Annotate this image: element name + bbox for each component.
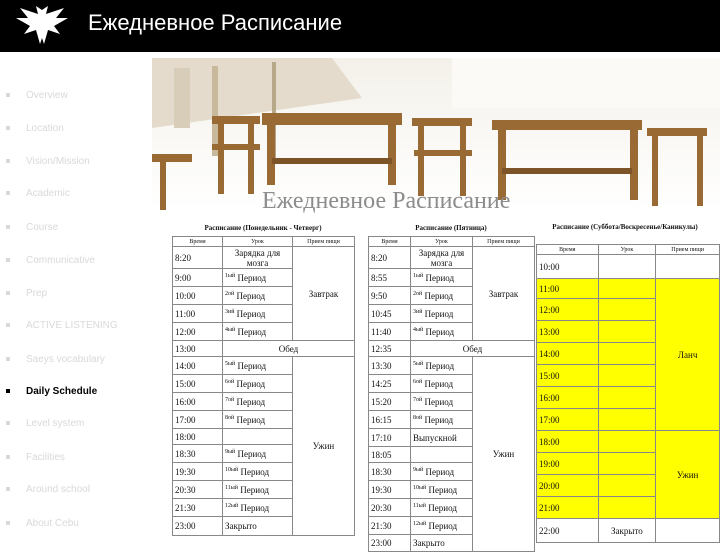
lesson-label: Период: [425, 466, 455, 477]
time-cell: 18:30: [173, 445, 223, 463]
bullet-icon: [6, 93, 10, 97]
lesson-cell: [411, 481, 473, 499]
empty-cell: [656, 255, 720, 279]
table-caption: Расписание (Суббота/Воскресенье/Каникулы): [552, 223, 698, 231]
lesson-cell: [411, 287, 473, 305]
period-number: 6ой: [413, 378, 423, 385]
time-cell: 14:00: [173, 357, 223, 375]
sidebar-item[interactable]: [6, 255, 95, 266]
time-cell: 17:00: [537, 409, 599, 431]
period-number: 5ый: [413, 360, 424, 367]
sidebar-item-label: Location: [26, 123, 64, 134]
lesson-cell: [223, 411, 293, 429]
table-caption: Расписание (Понедельник - Четверг): [204, 224, 322, 232]
period-number: 11ый: [225, 484, 239, 491]
column-header: Прием пищи: [656, 245, 720, 255]
sidebar-item[interactable]: [6, 288, 47, 299]
lesson-cell: [411, 411, 473, 429]
lesson-label: Период: [236, 414, 266, 425]
column-header: Урок: [223, 237, 293, 247]
lesson-cell: Закрыто: [598, 519, 656, 543]
sidebar-item-label: Vision/Mission: [26, 156, 90, 167]
time-cell: 9:00: [173, 269, 223, 287]
lesson-label: Период: [237, 360, 267, 371]
time-cell: 8:20: [369, 247, 411, 269]
meal-cell: Завтрак: [473, 247, 535, 341]
lesson-label: Период: [237, 448, 267, 459]
lesson-cell: [598, 409, 656, 431]
lesson-label: Период: [428, 502, 457, 513]
lesson-cell: [411, 269, 473, 287]
time-cell: 19:30: [173, 463, 223, 481]
lesson-label: Выпускной: [413, 432, 457, 443]
meal-cell: Ужин: [473, 357, 535, 552]
time-cell: 12:35: [369, 341, 411, 357]
sidebar-item-label: Communicative: [26, 255, 95, 266]
sidebar-item[interactable]: [6, 418, 84, 429]
time-cell: 11:40: [369, 323, 411, 341]
bullet-icon: [6, 421, 10, 425]
period-number: 10ый: [225, 466, 239, 473]
time-cell: 13:30: [369, 357, 411, 375]
time-cell: 16:00: [537, 387, 599, 409]
lesson-label: Период: [424, 396, 454, 407]
lesson-label: Период: [240, 502, 270, 513]
time-cell: 15:20: [369, 393, 411, 411]
sidebar-item-label: Daily Schedule: [26, 386, 98, 397]
period-number: 9ый: [413, 466, 424, 473]
lesson-label: Закрыто: [413, 538, 445, 548]
time-cell: 10:00: [173, 287, 223, 305]
table-row: [369, 341, 535, 357]
lesson-cell: [223, 287, 293, 305]
meal-cell: Завтрак: [293, 247, 355, 341]
sidebar-item-label: Overview: [26, 90, 68, 101]
time-cell: 14:25: [369, 375, 411, 393]
meal-cell: Обед: [411, 341, 535, 357]
lesson-cell: [598, 343, 656, 365]
sidebar-item[interactable]: [6, 320, 118, 331]
schedule-heading: Ежедневное Расписание: [262, 188, 511, 214]
time-cell: 20:00: [537, 475, 599, 497]
sidebar-item-label: ACTIVE LISTENING: [26, 320, 118, 331]
column-header: Время: [369, 237, 411, 247]
sidebar-nav: [0, 60, 150, 540]
lesson-label: Период: [236, 378, 266, 389]
period-number: 1ый: [413, 272, 424, 279]
lesson-cell: [598, 279, 656, 299]
bullet-icon: [6, 126, 10, 130]
lesson-cell: [411, 323, 473, 341]
period-number: 7ой: [413, 396, 423, 403]
sidebar-item[interactable]: [6, 156, 90, 167]
time-cell: 8:20: [173, 247, 223, 269]
table-row: [173, 357, 355, 375]
lesson-label: Период: [236, 290, 266, 301]
eagle-logo-icon: [14, 4, 70, 48]
sidebar-item[interactable]: [6, 90, 68, 101]
period-number: 5ый: [225, 360, 236, 367]
sidebar-item-label: Around school: [26, 484, 90, 495]
time-cell: 18:00: [537, 431, 599, 453]
period-number: 8ой: [225, 414, 235, 421]
period-number: 2ой: [413, 290, 423, 297]
time-cell: 17:10: [369, 429, 411, 447]
bullet-icon: [6, 159, 10, 163]
lesson-cell: [223, 323, 293, 341]
sidebar-item[interactable]: [6, 452, 65, 463]
page-title: Ежедневное Расписание: [88, 10, 343, 35]
period-number: 6ой: [225, 378, 235, 385]
lesson-cell: [598, 365, 656, 387]
lesson-cell: [223, 499, 293, 517]
sidebar-item-label: Prep: [26, 288, 48, 299]
lesson-label: Период: [424, 308, 454, 319]
time-cell: 16:00: [173, 393, 223, 411]
column-header: Время: [537, 245, 599, 255]
lesson-cell: [411, 305, 473, 323]
table-row: [537, 279, 720, 299]
sidebar-item[interactable]: [6, 222, 58, 233]
column-header: Время: [173, 237, 223, 247]
time-cell: 19:30: [369, 481, 411, 499]
meal-cell: Обед: [223, 341, 355, 357]
time-cell: 23:00: [173, 517, 223, 536]
schedule-table: [368, 236, 535, 552]
period-number: 7ой: [225, 396, 235, 403]
lesson-cell: Зарядка для мозга: [223, 247, 293, 269]
lesson-cell: [411, 375, 473, 393]
lesson-cell: [411, 499, 473, 517]
time-cell: 13:00: [173, 341, 223, 357]
sidebar-item-label: Saeys vocabulary: [26, 354, 105, 365]
table-row: [369, 247, 535, 269]
period-number: 12ый: [413, 520, 427, 527]
time-cell: 20:30: [173, 481, 223, 499]
lesson-label: Период: [425, 272, 455, 283]
table-row: [537, 519, 720, 543]
lesson-cell: [411, 393, 473, 411]
lesson-label: Период: [428, 484, 458, 495]
time-cell: 22:00: [537, 519, 599, 543]
table-caption: Расписание (Пятница): [415, 224, 487, 232]
lesson-cell: [223, 481, 293, 499]
time-cell: 11:00: [173, 305, 223, 323]
period-number: 8ой: [413, 414, 423, 421]
lesson-cell: [411, 463, 473, 481]
lesson-cell: [598, 497, 656, 519]
lesson-label: Период: [236, 308, 266, 319]
lesson-cell: [223, 517, 293, 536]
time-cell: 20:30: [369, 499, 411, 517]
table-row: [369, 357, 535, 375]
lesson-label: Период: [237, 272, 267, 283]
sidebar-item[interactable]: [6, 484, 90, 495]
column-header: Прием пищи: [473, 237, 535, 247]
bullet-icon: [6, 323, 10, 327]
lesson-cell: Зарядка для мозга: [411, 247, 473, 269]
lesson-cell: [411, 357, 473, 375]
time-cell: 10:45: [369, 305, 411, 323]
lesson-cell: [223, 445, 293, 463]
time-cell: 18:30: [369, 463, 411, 481]
period-number: 11ый: [413, 502, 427, 509]
lesson-cell: [223, 429, 293, 445]
column-header: Урок: [598, 245, 656, 255]
time-cell: 13:00: [537, 321, 599, 343]
period-number: 10ый: [413, 484, 427, 491]
table-row: [537, 255, 720, 279]
time-cell: 10:00: [537, 255, 599, 279]
lesson-label: Период: [240, 466, 270, 477]
time-cell: 18:00: [173, 429, 223, 445]
lesson-cell: [223, 463, 293, 481]
lesson-cell: [411, 429, 473, 447]
lesson-cell: [598, 299, 656, 321]
lesson-cell: [411, 517, 473, 535]
time-cell: 18:05: [369, 447, 411, 463]
schedule-table: [172, 236, 355, 536]
sidebar-item[interactable]: [6, 518, 79, 529]
time-cell: 19:00: [537, 453, 599, 475]
time-cell: 21:30: [369, 517, 411, 535]
period-number: 3ий: [225, 308, 235, 315]
meal-cell: Ужин: [293, 357, 355, 536]
lesson-label: Закрыто: [225, 521, 257, 531]
sidebar-item-label: Facilities: [26, 452, 65, 463]
bullet-icon: [6, 455, 10, 459]
lesson-cell: [411, 535, 473, 552]
bullet-icon: [6, 225, 10, 229]
lesson-cell: [223, 357, 293, 375]
lesson-cell: [223, 393, 293, 411]
period-number: 1ый: [225, 272, 236, 279]
lesson-cell: [598, 321, 656, 343]
bullet-icon: [6, 291, 10, 295]
period-number: 2ой: [225, 290, 235, 297]
time-cell: 21:30: [173, 499, 223, 517]
sidebar-item[interactable]: [6, 123, 64, 134]
bullet-icon: [6, 191, 10, 195]
lesson-cell: [598, 431, 656, 453]
lesson-label: Период: [424, 378, 454, 389]
lesson-cell: [411, 447, 473, 463]
lesson-cell: [223, 269, 293, 287]
lesson-cell: [598, 387, 656, 409]
bullet-icon: [6, 357, 10, 361]
lesson-label: Период: [240, 484, 269, 495]
time-cell: 8:55: [369, 269, 411, 287]
sidebar-item-label: Academic: [26, 188, 70, 199]
period-number: 4ый: [413, 326, 424, 333]
sidebar-item-label: Level system: [26, 418, 85, 429]
top-header-bar: [0, 0, 720, 52]
column-header: Прием пищи: [293, 237, 355, 247]
lesson-label: Период: [425, 360, 455, 371]
table-row: [173, 247, 355, 269]
lesson-cell: [223, 375, 293, 393]
time-cell: 9:50: [369, 287, 411, 305]
lesson-label: Период: [237, 326, 267, 337]
time-cell: 12:00: [173, 323, 223, 341]
time-cell: 15:00: [537, 365, 599, 387]
sidebar-item[interactable]: [6, 188, 70, 199]
table-row: [537, 431, 720, 453]
schedule-table: [536, 244, 720, 543]
meal-cell: Ужин: [656, 431, 720, 519]
lesson-cell: [598, 255, 656, 279]
period-number: 3ий: [413, 308, 423, 315]
sidebar-item-label: Course: [26, 222, 59, 233]
time-cell: 15:00: [173, 375, 223, 393]
time-cell: 11:00: [537, 279, 599, 299]
empty-cell: [656, 519, 720, 543]
bullet-icon: [6, 521, 10, 525]
sidebar-item[interactable]: [6, 354, 105, 365]
bullet-icon: [6, 258, 10, 262]
lesson-label: Период: [428, 520, 458, 531]
time-cell: 23:00: [369, 535, 411, 552]
lesson-label: Период: [424, 414, 454, 425]
lesson-label: Период: [424, 290, 454, 301]
bullet-icon: [6, 487, 10, 491]
period-number: 9ый: [225, 448, 236, 455]
time-cell: 16:15: [369, 411, 411, 429]
table-row: [173, 341, 355, 357]
time-cell: 14:00: [537, 343, 599, 365]
sidebar-item-label: About Cebu: [26, 518, 79, 529]
time-cell: 21:00: [537, 497, 599, 519]
lesson-cell: [598, 475, 656, 497]
lesson-label: Период: [236, 396, 266, 407]
lesson-label: Период: [425, 326, 455, 337]
period-number: 4ый: [225, 326, 236, 333]
period-number: 12ый: [225, 502, 239, 509]
lesson-cell: [598, 453, 656, 475]
meal-cell: Ланч: [656, 279, 720, 431]
column-header: Урок: [411, 237, 473, 247]
bullet-icon: [6, 389, 10, 393]
lesson-cell: [223, 305, 293, 323]
sidebar-item[interactable]: [6, 386, 97, 397]
time-cell: 17:00: [173, 411, 223, 429]
time-cell: 12:00: [537, 299, 599, 321]
